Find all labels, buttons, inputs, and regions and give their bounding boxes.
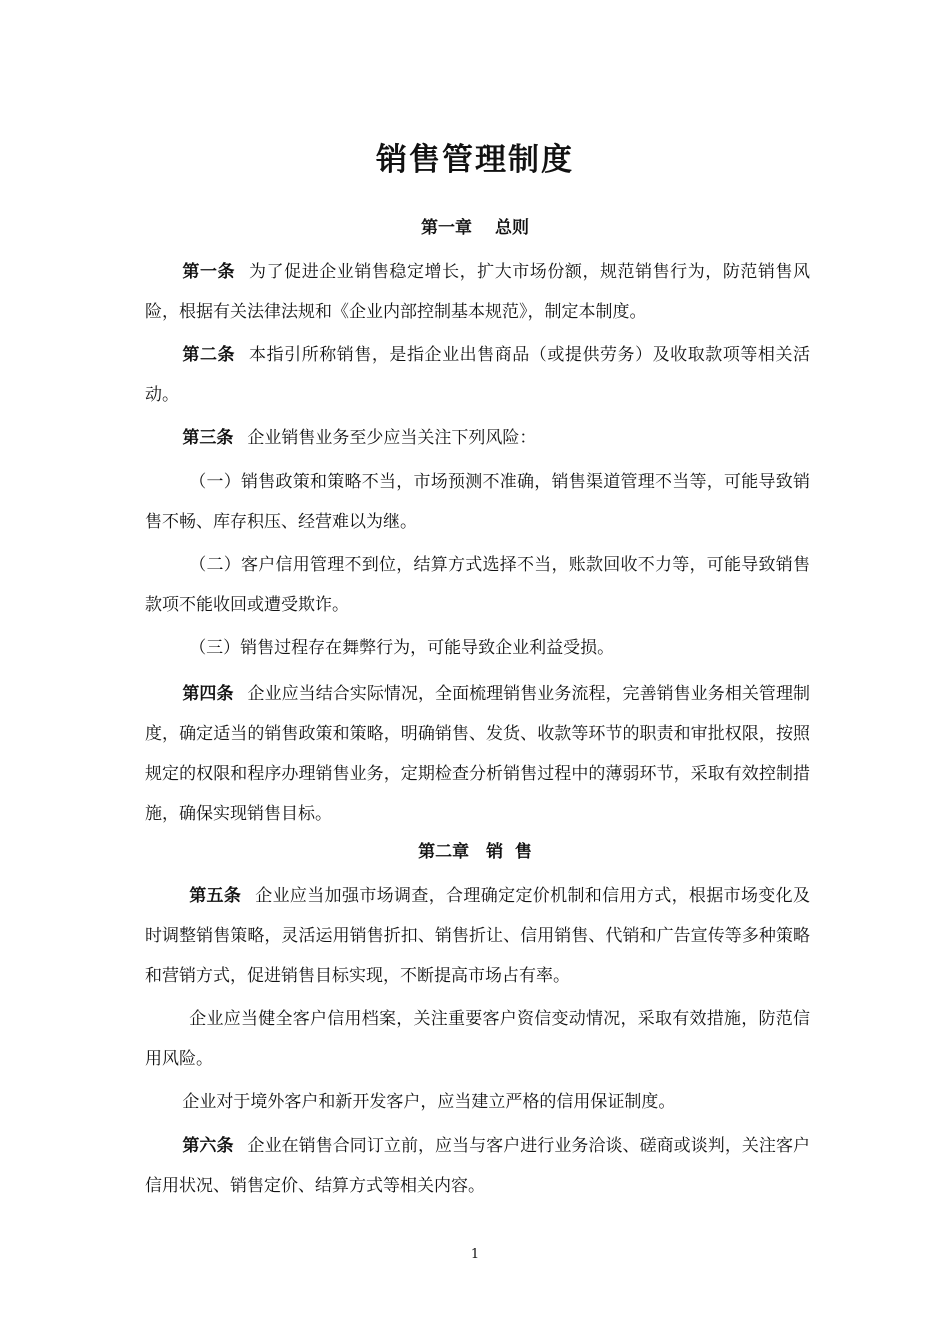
article-2 [145, 335, 810, 415]
article-6-label: 第六条 [182, 1136, 234, 1156]
page-number: 1 [470, 1247, 480, 1262]
article-5-text: 企业应当加强市场调查，合理确定定价机制和信用方式，根据市场变化及时调整销售策略，灵活运用销售折扣、销售折让、信用销售、代销和广告宣传等多种策略和营销方式，促进销售目标实现，不断提高市场占有率。 [145, 886, 811, 986]
article-5-label: 第五条 [189, 886, 242, 906]
article-3 [145, 418, 810, 458]
article-5-paragraph-2: 企业应当健全客户信用档案，关注重要客户资信变动情况，采取有效措施，防范信用风险。 [145, 1009, 810, 1069]
article-3-label: 第三条 [182, 428, 234, 448]
article-1 [145, 252, 810, 332]
article-3-text: 企业销售业务至少应当关注下列风险： [247, 428, 537, 448]
article-4-label: 第四条 [182, 684, 234, 704]
document-title: 销售管理制度 [376, 142, 574, 178]
article-1-label: 第一条 [182, 262, 236, 282]
article-1-text: 为了促进企业销售稳定增长，扩大市场份额，规范销售行为，防范销售风险，根据有关法律法规和《企业内部控制基本规范》，制定本制度。 [145, 262, 811, 322]
chapter-heading-2: 第二章 销 售 [418, 842, 532, 862]
article-5-paragraph-3: 企业对于境外客户和新开发客户，应当建立严格的信用保证制度。 [182, 1092, 676, 1112]
article-3-item-1: （一）销售政策和策略不当，市场预测不准确，销售渠道管理不当等，可能导致销售不畅、库存积压、经营难以为继。 [145, 472, 810, 532]
article-3-item-3: （三）销售过程存在舞弊行为，可能导致企业利益受损。 [189, 638, 615, 658]
article-5 [145, 876, 810, 996]
article-4 [145, 674, 810, 834]
article-6-text: 企业在销售合同订立前，应当与客户进行业务洽谈、磋商或谈判，关注客户信用状况、销售定价、结算方式等相关内容。 [145, 1136, 811, 1196]
chapter-heading-1: 第一章 总则 [421, 218, 529, 238]
article-6 [145, 1126, 810, 1206]
article-3-item-2: （二）客户信用管理不到位，结算方式选择不当，账款回收不力等，可能导致销售款项不能收回或遭受欺诈。 [145, 555, 810, 615]
article-4-text: 企业应当结合实际情况，全面梳理销售业务流程，完善销售业务相关管理制度，确定适当的销售政策和策略，明确销售、发货、收款等环节的职责和审批权限，按照规定的权限和程序办理销售业务，定期检查分析销售过程中的薄弱环节，采取有效控制措施，确保实现销售目标。 [145, 684, 811, 824]
article-2-label: 第二条 [182, 345, 236, 365]
article-2-text: 本指引所称销售，是指企业出售商品（或提供劳务）及收取款项等相关活动。 [145, 345, 811, 405]
